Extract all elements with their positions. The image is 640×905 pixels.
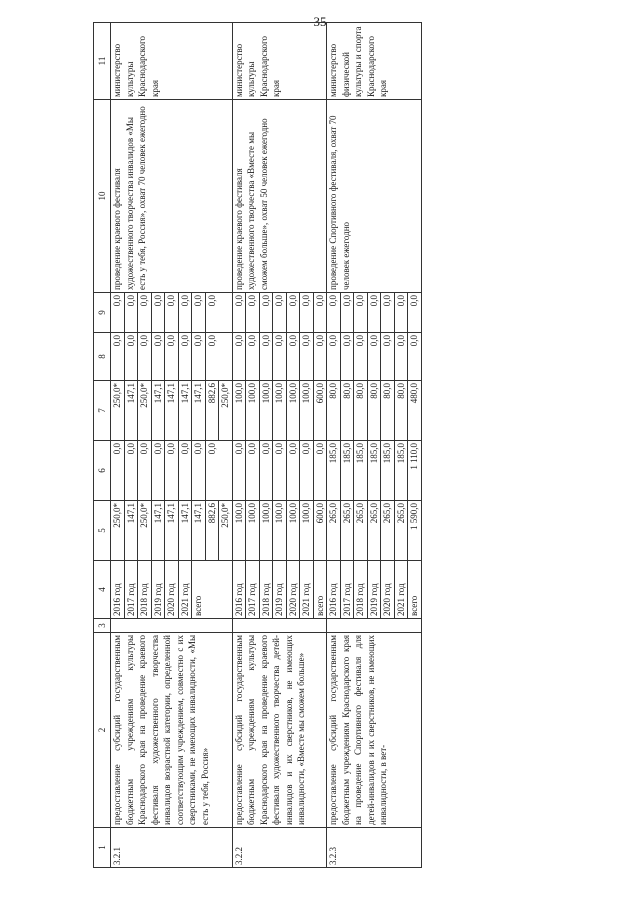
amount-c8-value: 0,0 [206,335,217,347]
amount-c9-value: 0,0 [206,295,217,307]
amount-c7-value: 80,0 [340,381,354,440]
table-row [327,23,422,868]
amount-c7-value: 882,6 [205,381,219,440]
amount-c5-value: 265,0 [367,501,381,560]
amount-c6-value: 185,0 [354,441,368,500]
empty-cell [232,619,327,633]
amount-c9-value: 0,0 [381,293,395,332]
amount-c8-value: 0,0 [192,333,206,380]
year-value: 2020 год [286,561,300,618]
amount-c6-value: 0,0 [300,441,314,500]
year-value: 2019 год [367,561,381,618]
amount-c6-value: 0,0 [151,441,165,500]
amount-c9-value: 0,0 [327,293,340,332]
amount-c7-value: 147,1 [192,381,206,440]
year-value: всего [193,595,203,616]
amount-c7-value: 250,0* [138,381,152,440]
year-value: 2021 год [178,561,192,618]
col-header-1: 1 [94,828,111,868]
row-executor: министерство культуры Краснодарского края [111,23,233,100]
col-header-3: 3 [94,619,111,633]
amount-c5-value: 147,1 [192,501,206,560]
amount-c6-cell [232,441,327,501]
amount-c6-cell [327,441,422,501]
amount-c8-value: 0,0 [138,333,152,380]
amount-c5-value: 250,0* [220,503,230,528]
amount-c8-value: 0,0 [286,333,300,380]
amount-c7-value: 147,1 [165,381,179,440]
amount-c9-value: 0,0 [314,295,325,307]
amount-c8-value: 0,0 [111,333,124,380]
amount-c7-value: 80,0 [381,381,395,440]
amount-c8-cell [111,333,233,381]
year-cell [111,561,233,619]
amount-c6-value: 185,0 [381,441,395,500]
year-cell [232,561,327,619]
col-header-11: 11 [94,23,111,100]
amount-c8-value: 0,0 [165,333,179,380]
table-row [232,23,327,868]
amount-c9-value: 0,0 [165,293,179,332]
year-value: 2016 год [327,561,340,618]
amount-c9-value: 0,0 [367,293,381,332]
amount-c9-value: 0,0 [286,293,300,332]
empty-cell [111,619,233,633]
amount-c5-value: 265,0 [327,501,340,560]
amount-c5-value: 265,0 [381,501,395,560]
amount-c6-value: 0,0 [206,443,217,455]
col-header-10: 10 [94,100,111,293]
amount-c6-value: 0,0 [165,441,179,500]
amount-c9-value: 0,0 [409,295,419,307]
amount-c9-cell [111,293,233,333]
year-value: 2017 год [340,561,354,618]
amount-c5-value: 100,0 [273,501,287,560]
col-header-5: 5 [94,501,111,561]
amount-c5-value: 100,0 [246,501,260,560]
amount-c7-value: 80,0 [394,381,408,440]
amount-c5-value: 250,0* [111,501,124,560]
col-header-2: 2 [94,633,111,828]
row-result: проведение Спортивного фестиваля, охват 70 человек ежегодно [327,100,422,293]
row-number: 3.2.3 [327,828,422,868]
amount-c6-value: 0,0 [138,441,152,500]
amount-c9-value: 0,0 [340,293,354,332]
amount-c7-cell [327,381,422,441]
amount-c8-value: 0,0 [340,333,354,380]
row-description: предоставление субсидий государственным бюджетным учреждениям Краснодарского края на проведение Спортивного фестиваля для детей-инвалидов и их сверстников, не имеющих инвалидности, в вет- [327,633,422,828]
amount-c5-value: 882,6 [205,501,219,560]
year-value: 2019 год [151,561,165,618]
amount-c6-value: 0,0 [246,441,260,500]
amount-c8-value: 0,0 [124,333,138,380]
amount-c7-value: 147,1 [124,381,138,440]
page-number: 35 [313,14,327,29]
amount-c8-value: 0,0 [394,333,408,380]
amount-c5-value: 147,1 [165,501,179,560]
row-description: предоставление субсидий государственным бюджетным учреждениям культуры Краснодарского края на проведение краевого фестиваля художественного творчества детей-инвалидов и их сверстников, не имеющих инвалидности, «Вместе мы сможем больше» [232,633,327,828]
amount-c9-value: 0,0 [178,293,192,332]
col-header-6: 6 [94,441,111,501]
empty-cell [327,619,422,633]
amount-c6-value: 185,0 [394,441,408,500]
year-value: 2020 год [381,561,395,618]
amount-c5-cell [111,501,233,561]
amount-c8-value: 0,0 [178,333,192,380]
col-header-7: 7 [94,381,111,441]
amount-c7-value: 100,0 [300,381,314,440]
amount-c8-value: 0,0 [151,333,165,380]
amount-c7-cell [232,381,327,441]
amount-c9-value: 0,0 [246,293,260,332]
amount-c9-value: 0,0 [192,293,206,332]
year-value: 2021 год [300,561,314,618]
program-table [93,22,422,868]
amount-c8-cell [327,333,422,381]
amount-c7-value: 80,0 [367,381,381,440]
amount-c7-value: 100,0 [273,381,287,440]
amount-c5-value: 100,0 [233,501,246,560]
amount-c6-value: 0,0 [178,441,192,500]
year-value: 2016 год [233,561,246,618]
year-value: 2018 год [259,561,273,618]
amount-c7-cell [111,381,233,441]
amount-c8-value: 0,0 [314,335,325,347]
amount-c7-value: 80,0 [354,381,368,440]
row-result: проведение краевого фестиваля художественного творчества инвалидов «Мы есть у тебя, Россия», охват 70 человек ежегодно [111,100,233,293]
amount-c5-value: 100,0 [259,501,273,560]
amount-c5-value: 100,0 [286,501,300,560]
amount-c6-value: 0,0 [192,441,206,500]
amount-c7-value: 250,0* [220,383,230,408]
year-value: 2018 год [138,561,152,618]
amount-c6-value: 185,0 [327,441,340,500]
amount-c5-value: 600,0 [314,503,325,524]
amount-c9-value: 0,0 [394,293,408,332]
amount-c7-value: 147,1 [151,381,165,440]
amount-c9-value: 0,0 [354,293,368,332]
amount-c7-value: 100,0 [286,381,300,440]
amount-c5-value: 265,0 [340,501,354,560]
amount-c6-value: 0,0 [314,443,325,455]
amount-c9-value: 0,0 [273,293,287,332]
year-value: 2020 год [165,561,179,618]
year-value: 2021 год [394,561,408,618]
amount-c6-value: 0,0 [124,441,138,500]
col-header-8: 8 [94,333,111,381]
row-result: проведение краевого фестиваля художественного творчества «Вместе мы сможем больше», охват 50 человек ежегодно [232,100,327,293]
amount-c6-value: 0,0 [273,441,287,500]
amount-c6-value: 0,0 [286,441,300,500]
amount-c5-value: 100,0 [300,501,314,560]
amount-c5-cell [232,501,327,561]
row-number: 3.2.1 [111,828,233,868]
header-row [94,23,111,868]
amount-c8-value: 0,0 [381,333,395,380]
year-value: 2016 год [111,561,124,618]
amount-c6-value: 185,0 [340,441,354,500]
amount-c8-cell [232,333,327,381]
amount-c9-value: 0,0 [151,293,165,332]
amount-c5-value: 250,0* [138,501,152,560]
amount-c7-value: 250,0* [111,381,124,440]
amount-c8-value: 0,0 [327,333,340,380]
year-value: 2017 год [246,561,260,618]
amount-c7-value: 100,0 [259,381,273,440]
amount-c8-value: 0,0 [354,333,368,380]
amount-c8-value: 0,0 [367,333,381,380]
amount-c6-value: 0,0 [111,441,124,500]
amount-c9-value: 0,0 [259,293,273,332]
amount-c6-value: 185,0 [367,441,381,500]
amount-c8-value: 0,0 [300,333,314,380]
table-row [111,23,233,868]
amount-c7-value: 100,0 [233,381,246,440]
amount-c9-value: 0,0 [124,293,138,332]
col-header-4: 4 [94,561,111,619]
amount-c6-cell [111,441,233,501]
amount-c9-value: 0,0 [138,293,152,332]
amount-c8-value: 0,0 [246,333,260,380]
amount-c5-value: 265,0 [354,501,368,560]
year-value: 2017 год [124,561,138,618]
amount-c8-value: 0,0 [259,333,273,380]
amount-c6-value: 1 110,0 [409,443,419,470]
amount-c8-value: 0,0 [273,333,287,380]
amount-c5-value: 147,1 [151,501,165,560]
amount-c9-value: 0,0 [111,293,124,332]
year-value: всего [314,595,325,616]
row-executor: министерство культуры Краснодарского края [232,23,327,100]
amount-c8-value: 0,0 [409,335,419,347]
amount-c5-value: 147,1 [124,501,138,560]
rotated-table-container [93,23,613,868]
amount-c5-value: 147,1 [178,501,192,560]
amount-c6-value: 0,0 [259,441,273,500]
amount-c9-value: 0,0 [300,293,314,332]
amount-c9-cell [327,293,422,333]
amount-c7-value: 147,1 [178,381,192,440]
amount-c5-value: 265,0 [394,501,408,560]
year-value: 2019 год [273,561,287,618]
amount-c7-value: 80,0 [327,381,340,440]
amount-c9-cell [232,293,327,333]
amount-c9-value: 0,0 [233,293,246,332]
amount-c8-value: 0,0 [233,333,246,380]
amount-c6-value: 0,0 [233,441,246,500]
row-number: 3.2.2 [232,828,327,868]
year-cell [327,561,422,619]
col-header-9: 9 [94,293,111,333]
amount-c7-value: 480,0 [409,383,419,404]
amount-c7-value: 600,0 [314,383,325,404]
row-description: предоставление субсидий государственным бюджетным учреждениям культуры Краснодарского края на проведение краевого фестиваля художественного творчества инвалидов возрастной категории, определенной соответствующим учреждением, совместно с их сверстниками, не имеющих инвалидности, «Мы есть у тебя, Россия» [111,633,233,828]
amount-c7-value: 100,0 [246,381,260,440]
year-value: всего [409,595,419,616]
amount-c5-value: 1 590,0 [409,503,419,530]
year-value: 2018 год [354,561,368,618]
row-executor: министерство физической культуры и спорта Краснодарского края [327,23,422,100]
amount-c5-cell [327,501,422,561]
